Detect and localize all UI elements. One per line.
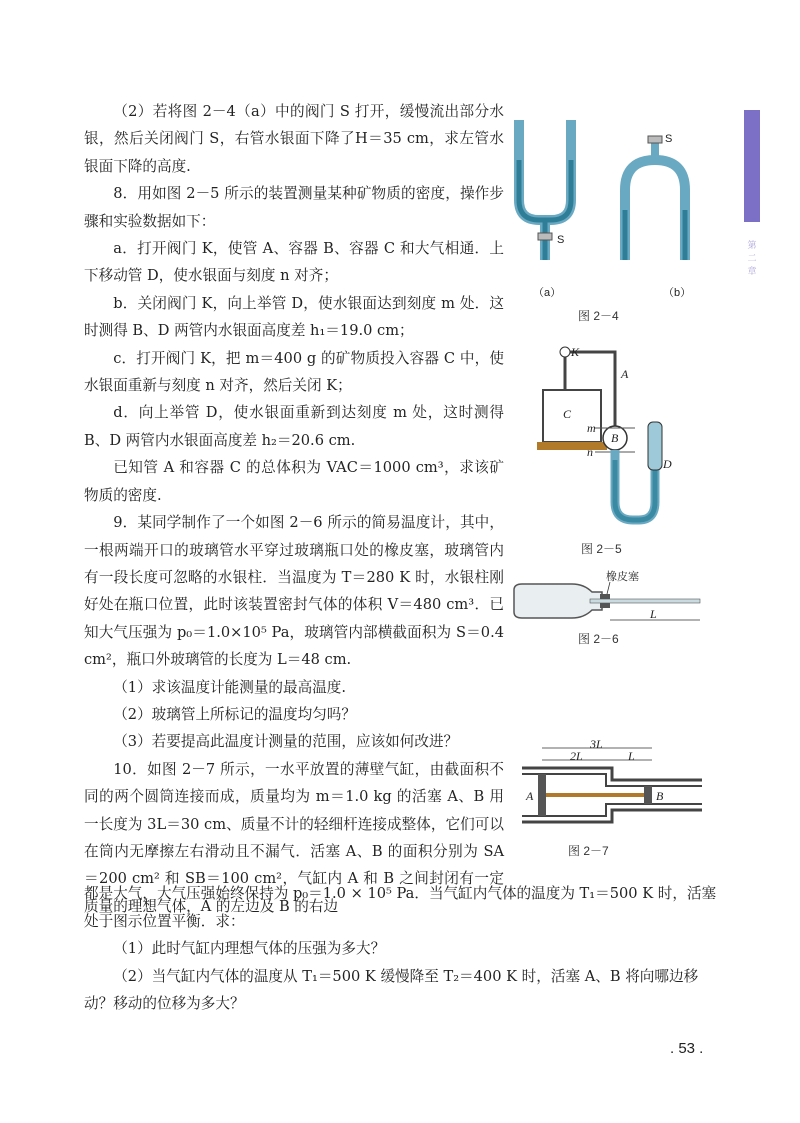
base-plate (537, 442, 607, 450)
chapter-tab (744, 110, 760, 222)
label-m: m (587, 421, 596, 435)
paragraph: d．向上举管 D，使水银面重新到达刻度 m 处，这时测得 B、D 两管内水银面高度差 h₂＝20.6 cm. (84, 404, 504, 449)
caption-2-5: 图 2－5 (581, 542, 622, 556)
chapter-tab-label: 第二章 (747, 241, 757, 277)
bottom-text (84, 880, 724, 1018)
label-b: B (656, 789, 664, 803)
label-a: （a） (533, 287, 562, 299)
label-k: K (571, 345, 580, 359)
paragraph: （1）此时气缸内理想气体的压强为多大？ (113, 940, 386, 958)
paragraph: （3）若要提高此温度计测量的范围，应该如何改进？ (113, 733, 459, 751)
figure-2-4 (505, 100, 705, 300)
paragraph: 8．用如图 2－5 所示的装置测量某种矿物质的密度，操作步骤和实验数据如下： (84, 185, 504, 230)
paragraph: 9．某同学制作了一个如图 2－6 所示的简易温度计，其中，一根两端开口的玻璃管水平穿过玻璃瓶口处的橡皮塞，玻璃管内有一段长度可忽略的水银柱．当温度为 T＝280 K 时，水银柱刚好处在瓶口位置，此时该装置密封气体的体积 V＝480 cm³．已知大气压强为 p₀＝1.0×10⁵ Pa，玻璃管内部横截面积为 S＝0.4 cm²，瓶口外玻璃管的长度为 L＝48 cm. (84, 514, 504, 669)
figure-2-6 (510, 570, 710, 630)
paragraph: 都是大气，大气压强始终保持为 p₀＝1.0 × 10⁵ Pa．当气缸内气体的温度为 T₁＝500 K 时，活塞处于图示位置平衡．求： (84, 885, 717, 930)
paragraph: b．关闭阀门 K，向上举管 D，使水银面达到刻度 m 处．这时测得 B、D 两管内水银面高度差 h₁＝19.0 cm； (84, 294, 504, 340)
caption-2-4: 图 2－4 (578, 309, 619, 323)
label-stopper: 橡皮塞 (606, 571, 639, 583)
paragraph: （1）求该温度计能测量的最高温度. (113, 678, 347, 696)
label-a: A (526, 789, 534, 803)
main-text (84, 98, 504, 920)
valve-label: S (665, 133, 673, 145)
paragraph: 10．如图 2－7 所示，一水平放置的薄壁气缸，由截面积不同的两个圆筒连接而成，质量均为 m＝1.0 kg 的活塞 A、B 用一长度为 3L＝30 cm、质量不计的轻细杆连接成整体，它们可以在筒内无摩擦左右滑动且不漏气．活塞 A、B 的面积分别为 SA＝200 cm² 和 SB＝100 cm²，气缸内 A 和 B 之间封闭有一定质量的理想气体，A 的左边及 B 的右边 (84, 760, 504, 915)
caption-2-7: 图 2－7 (568, 844, 609, 858)
label-l: L (650, 607, 657, 621)
glass-tube (590, 599, 700, 603)
figure-2-5 (535, 342, 705, 532)
u-tube-b (625, 140, 685, 260)
valve-s-a (538, 233, 552, 240)
paragraph: （2）当气缸内气体的温度从 T₁＝500 K 缓慢降至 T₂＝400 K 时，活塞 A、B 将向哪边移动？移动的位移为多大？ (84, 967, 699, 1013)
label-c: C (563, 407, 572, 421)
page-number: . 53 . (670, 1040, 704, 1057)
label-2l: 2L (570, 749, 583, 763)
rod (546, 793, 644, 797)
valve-label: S (557, 234, 565, 246)
tube-d (648, 422, 662, 470)
label-l: L (628, 749, 635, 763)
label-n: n (587, 445, 593, 459)
glass-bottle (514, 584, 602, 618)
label-a: A (621, 367, 629, 381)
paragraph: a．打开阀门 K，使管 A、容器 B、容器 C 和大气相通．上下移动管 D，使水银面与刻度 n 对齐； (84, 240, 504, 285)
label-b: B (611, 431, 619, 445)
label-b: （b） (663, 287, 692, 299)
paragraph: 已知管 A 和容器 C 的总体积为 VAC＝1000 cm³，求该矿物质的密度. (84, 459, 504, 504)
label-3l: 3L (590, 740, 603, 751)
figure-2-7 (512, 740, 712, 830)
piston-a (538, 774, 546, 816)
caption-2-6: 图 2－6 (578, 632, 619, 646)
valve-s-b (648, 136, 662, 143)
paragraph: c．打开阀门 K，把 m＝400 g 的矿物质投入容器 C 中，使水银面重新与刻度 n 对齐，然后关闭 K； (84, 349, 504, 395)
valve-k (560, 347, 570, 357)
paragraph: （2）玻璃管上所标记的温度均匀吗？ (113, 705, 356, 723)
label-d: D (663, 457, 672, 471)
paragraph: （2）若将图 2－4（a）中的阀门 S 打开，缓慢流出部分水银，然后关闭阀门 S，右管水银面下降了H＝35 cm，求左管水银面下降的高度. (84, 103, 504, 175)
piston-b (644, 786, 652, 804)
